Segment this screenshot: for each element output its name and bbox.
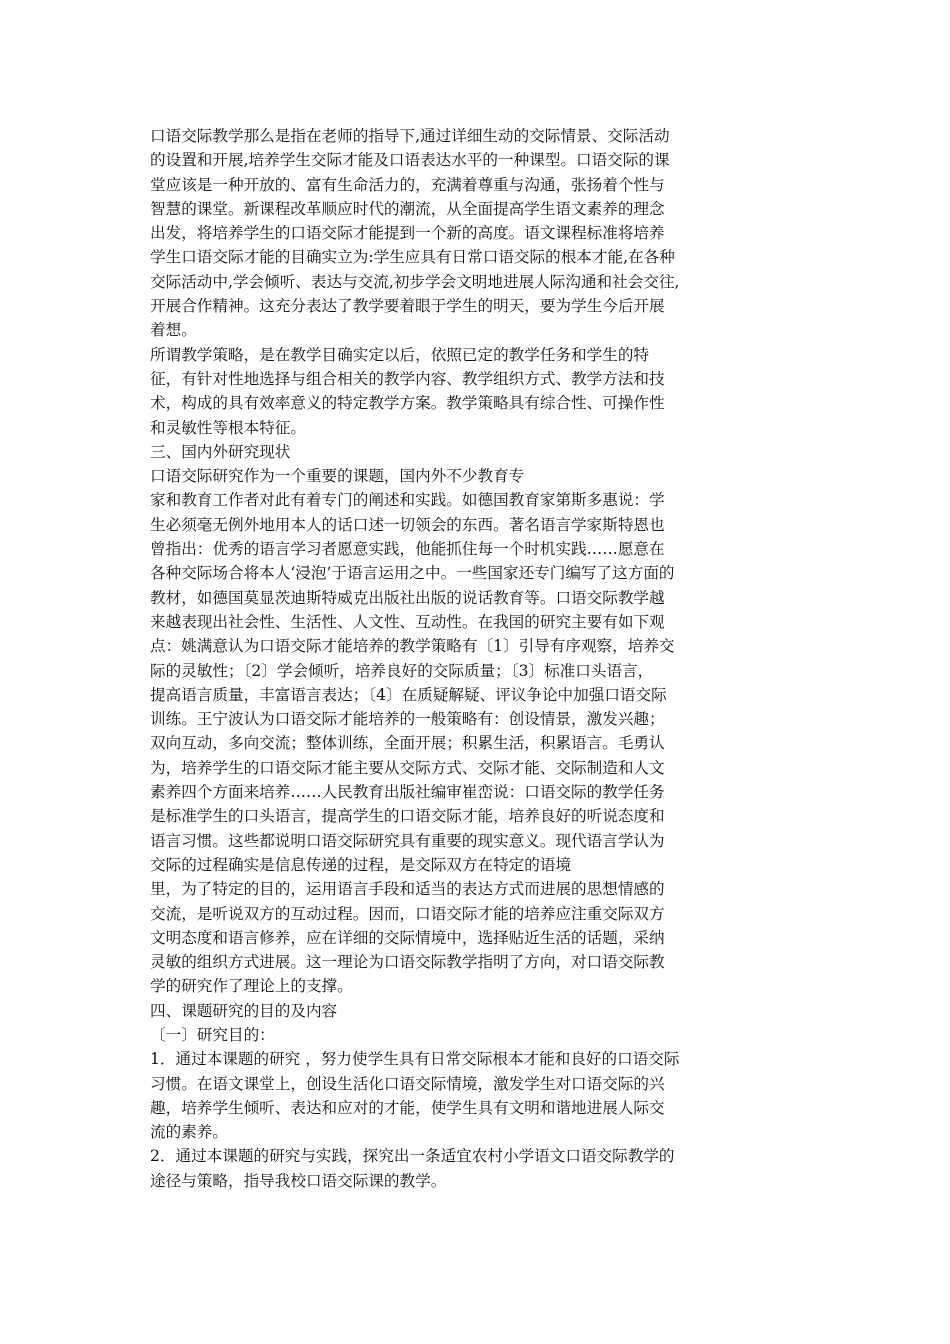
text-line: 里，为了特定的目的，运用语言手段和适当的表达方式而进展的思想情感的 [150,880,665,899]
text-line: 学生口语交际才能的目确实立为:学生应具有日常口语交际的根本才能,在各种 [150,248,675,267]
text-line: 交际的过程确实是信息传递的过程，是交际双方在特定的语境 [150,855,572,874]
text-line: 堂应该是一种开放的、富有生命活力的，充满着尊重与沟通，张扬着个性与 [150,175,665,194]
text-line: 为，培养学生的口语交际才能主要从交际方式、交际才能、交际制造和人文 [150,758,665,777]
text-line: 口语交际研究作为一个重要的课题，国内外不少教育专 [150,467,525,486]
text-line: 和灵敏性等根本特征。 [150,418,306,437]
text-line: 流的素养。 [150,1123,228,1142]
text-line: 途径与策略，指导我校口语交际课的教学。 [150,1171,447,1190]
text-line: 灵敏的组织方式进展。这一理论为口语交际教学指明了方向，对口语交际教 [150,953,665,972]
text-line: 点：姚满意认为口语交际才能培养的教学策略有〔1〕引导有序观察，培养交 [150,637,675,656]
section-heading: 三、国内外研究现状 [150,442,291,461]
text-line: 家和教育工作者对此有着专门的阐述和实践。如德国教育家第斯多惠说：学 [150,491,665,510]
text-line: 所谓教学策略，是在教学目确实定以后，依照已定的教学任务和学生的特 [150,345,650,364]
text-line: 征，有针对性地选择与组合相关的教学内容、教学组织方式、教学方法和技 [150,369,665,388]
text-line: 曾指出：优秀的语言学习者愿意实践，他能抓住每一个时机实践……愿意在 [150,540,665,559]
text-line: 来越表现出社会性、生活性、人文性、互动性。在我国的研究主要有如下观 [150,612,665,631]
text-line: 术，构成的具有效率意义的特定教学方案。教学策略具有综合性、可操作性 [150,394,665,413]
text-line: 际的灵敏性；〔2〕学会倾听，培养良好的交际质量；〔3〕标准口头语言， [150,661,654,680]
text-line: 开展合作精神。这充分表达了教学要着眼于学生的明天，要为学生今后开展 [150,297,665,316]
text-line: 着想。 [150,321,197,340]
text-line: 出发，将培养学生的口语交际才能提到一个新的高度。语文课程标准将培养 [150,224,665,243]
text-line: 文明态度和语言修养，应在详细的交际情境中，选择贴近生活的话题，采纳 [150,928,665,947]
text-line: 1．通过本课题的研究 ，努力使学生具有日常交际根本才能和良好的口语交际 [150,1050,680,1069]
text-line: 的设置和开展,培养学生交际才能及口语表达水平的一种课型。口语交际的课 [150,151,670,170]
text-line: 智慧的课堂。新课程改革顺应时代的潮流，从全面提高学生语文素养的理念 [150,199,665,218]
text-line: 趣，培养学生倾听、表达和应对的才能，使学生具有文明和谐地进展人际交 [150,1098,665,1117]
text-line: 生必须毫无例外地用本人的话口述一切领会的东西。著名语言学家斯特恩也 [150,515,665,534]
document-body [150,124,800,1193]
text-line: 提高语言质量，丰富语言表达；〔4〕在质疑解疑、评议争论中加强口语交际 [150,685,667,704]
subsection-heading: 〔一〕研究目的： [150,1025,275,1044]
text-line: 双向互动，多向交流；整体训练，全面开展；积累生活，积累语言。毛勇认 [150,734,665,753]
text-line: 训练。王宁波认为口语交际才能培养的一般策略有：创设情景，激发兴趣； [150,710,665,729]
text-line: 学的研究作了理论上的支撑。 [150,977,353,996]
text-line: 素养四个方面来培养……人民教育出版社编审崔峦说：口语交际的教学任务 [150,783,665,802]
section-heading: 四、课题研究的目的及内容 [150,1001,338,1020]
text-line: 各种交际场合将本人‘浸泡’于语言运用之中。一些国家还专门编写了这方面的 [150,564,675,583]
text-line: 2．通过本课题的研究与实践，探究出一条适宜农村小学语文口语交际教学的 [150,1147,675,1166]
text-line: 口语交际教学那么是指在老师的指导下,通过详细生动的交际情景、交际活动 [150,127,670,145]
text-line: 是标准学生的口头语言，提高学生的口语交际才能，培养良好的听说态度和 [150,807,665,826]
text-line: 交际活动中,学会倾听、表达与交流,初步学会文明地进展人际沟通和社会交往, [150,272,680,291]
text-line: 教材，如德国莫显茨迪斯特威克出版社出版的说话教育等。口语交际教学越 [150,588,665,607]
text-line: 语言习惯。这些都说明口语交际研究具有重要的现实意义。现代语言学认为 [150,831,665,850]
text-line: 习惯。在语文课堂上，创设生活化口语交际情境，激发学生对口语交际的兴 [150,1074,665,1093]
text-line: 交流，是听说双方的互动过程。因而，口语交际才能的培养应注重交际双方 [150,904,665,923]
